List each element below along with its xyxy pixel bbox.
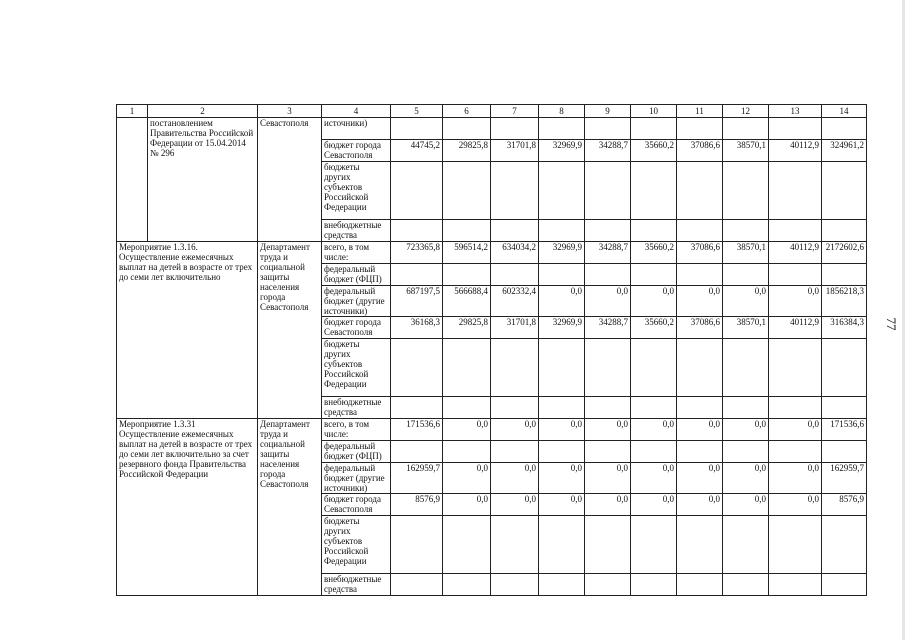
value-cell bbox=[677, 516, 723, 574]
executor-cell: Севастополя bbox=[258, 118, 322, 242]
value-cell bbox=[822, 220, 867, 242]
value-cell: 34288,7 bbox=[585, 140, 631, 162]
value-cell: 162959,7 bbox=[391, 463, 443, 494]
col-header: 14 bbox=[822, 105, 867, 118]
value-cell bbox=[723, 441, 769, 463]
funding-source: бюджет города Севастополя bbox=[322, 494, 391, 516]
value-cell: 37086,6 bbox=[677, 317, 723, 339]
col-header: 12 bbox=[723, 105, 769, 118]
value-cell: 0,0 bbox=[723, 463, 769, 494]
value-cell: 0,0 bbox=[539, 286, 585, 317]
funding-source: внебюджетные средства bbox=[322, 220, 391, 242]
value-cell bbox=[769, 162, 822, 220]
value-cell: 0,0 bbox=[585, 463, 631, 494]
value-cell bbox=[491, 574, 539, 596]
value-cell: 40112,9 bbox=[769, 242, 822, 264]
value-cell bbox=[677, 220, 723, 242]
value-cell: 29825,8 bbox=[443, 317, 491, 339]
value-cell bbox=[677, 118, 723, 140]
value-cell: 0,0 bbox=[443, 419, 491, 441]
value-cell bbox=[822, 162, 867, 220]
value-cell bbox=[585, 397, 631, 419]
value-cell: 0,0 bbox=[677, 419, 723, 441]
header-row bbox=[117, 105, 867, 118]
value-cell bbox=[631, 397, 677, 419]
value-cell bbox=[585, 220, 631, 242]
value-cell: 0,0 bbox=[723, 419, 769, 441]
col-header: 3 bbox=[258, 105, 322, 118]
value-cell: 0,0 bbox=[491, 494, 539, 516]
value-cell bbox=[677, 264, 723, 286]
value-cell bbox=[631, 162, 677, 220]
value-cell bbox=[443, 162, 491, 220]
value-cell: 40112,9 bbox=[769, 317, 822, 339]
value-cell bbox=[391, 339, 443, 397]
value-cell: 37086,6 bbox=[677, 242, 723, 264]
activity-cell bbox=[117, 118, 148, 242]
funding-source: бюджеты других субъектов Российской Федерации bbox=[322, 162, 391, 220]
value-cell: 32969,9 bbox=[539, 140, 585, 162]
value-cell: 0,0 bbox=[769, 494, 822, 516]
funding-source: бюджеты других субъектов Российской Федерации bbox=[322, 516, 391, 574]
value-cell: 32969,9 bbox=[539, 242, 585, 264]
value-cell bbox=[585, 339, 631, 397]
value-cell: 34288,7 bbox=[585, 317, 631, 339]
value-cell bbox=[723, 162, 769, 220]
value-cell bbox=[631, 264, 677, 286]
value-cell bbox=[677, 441, 723, 463]
value-cell bbox=[723, 397, 769, 419]
value-cell bbox=[391, 118, 443, 140]
value-cell: 0,0 bbox=[631, 463, 677, 494]
value-cell bbox=[539, 441, 585, 463]
value-cell: 0,0 bbox=[443, 494, 491, 516]
value-cell bbox=[769, 574, 822, 596]
value-cell: 0,0 bbox=[631, 286, 677, 317]
value-cell bbox=[585, 516, 631, 574]
value-cell bbox=[443, 220, 491, 242]
value-cell: 0,0 bbox=[491, 419, 539, 441]
value-cell: 31701,8 bbox=[491, 140, 539, 162]
col-header: 1 bbox=[117, 105, 148, 118]
table-row bbox=[117, 118, 867, 140]
value-cell: 0,0 bbox=[723, 494, 769, 516]
funding-source: всего, в том числе: bbox=[322, 242, 391, 264]
value-cell bbox=[539, 118, 585, 140]
value-cell: 8576,9 bbox=[391, 494, 443, 516]
value-cell bbox=[443, 516, 491, 574]
value-cell bbox=[443, 574, 491, 596]
value-cell bbox=[822, 516, 867, 574]
funding-source: федеральный бюджет (другие источники) bbox=[322, 463, 391, 494]
budget-table bbox=[116, 104, 867, 596]
value-cell: 0,0 bbox=[585, 494, 631, 516]
value-cell: 2172602,6 bbox=[822, 242, 867, 264]
value-cell bbox=[443, 339, 491, 397]
value-cell bbox=[769, 516, 822, 574]
value-cell bbox=[491, 516, 539, 574]
value-cell bbox=[391, 441, 443, 463]
value-cell bbox=[391, 574, 443, 596]
col-header: 6 bbox=[443, 105, 491, 118]
col-header: 2 bbox=[148, 105, 258, 118]
col-header: 7 bbox=[491, 105, 539, 118]
value-cell bbox=[585, 162, 631, 220]
value-cell bbox=[391, 397, 443, 419]
funding-source: бюджеты других субъектов Российской Федерации bbox=[322, 339, 391, 397]
value-cell bbox=[539, 397, 585, 419]
value-cell: 0,0 bbox=[443, 463, 491, 494]
funding-source: внебюджетные средства bbox=[322, 397, 391, 419]
value-cell: 687197,5 bbox=[391, 286, 443, 317]
value-cell: 0,0 bbox=[677, 494, 723, 516]
value-cell: 32969,9 bbox=[539, 317, 585, 339]
value-cell: 596514,2 bbox=[443, 242, 491, 264]
value-cell bbox=[723, 220, 769, 242]
value-cell: 566688,4 bbox=[443, 286, 491, 317]
col-header: 8 bbox=[539, 105, 585, 118]
value-cell: 44745,2 bbox=[391, 140, 443, 162]
value-cell bbox=[631, 118, 677, 140]
page-number: 77 bbox=[884, 317, 899, 331]
value-cell bbox=[491, 339, 539, 397]
funding-source: источники) bbox=[322, 118, 391, 140]
value-cell bbox=[585, 118, 631, 140]
value-cell bbox=[443, 118, 491, 140]
funding-source: бюджет города Севастополя bbox=[322, 140, 391, 162]
col-header: 9 bbox=[585, 105, 631, 118]
value-cell: 0,0 bbox=[677, 463, 723, 494]
value-cell bbox=[631, 339, 677, 397]
value-cell bbox=[769, 339, 822, 397]
value-cell bbox=[822, 339, 867, 397]
value-cell: 0,0 bbox=[723, 286, 769, 317]
value-cell bbox=[391, 264, 443, 286]
value-cell: 36168,3 bbox=[391, 317, 443, 339]
funding-source: бюджет города Севастополя bbox=[322, 317, 391, 339]
value-cell: 35660,2 bbox=[631, 317, 677, 339]
funding-source: федеральный бюджет (другие источники) bbox=[322, 286, 391, 317]
funding-source: всего, в том числе: bbox=[322, 419, 391, 441]
value-cell: 0,0 bbox=[539, 463, 585, 494]
basis-document: постановлением Правительства Российской Федерации от 15.04.2014 № 296 bbox=[148, 118, 258, 242]
value-cell bbox=[391, 516, 443, 574]
value-cell bbox=[585, 441, 631, 463]
value-cell: 29825,8 bbox=[443, 140, 491, 162]
value-cell bbox=[769, 264, 822, 286]
value-cell bbox=[769, 220, 822, 242]
value-cell: 40112,9 bbox=[769, 140, 822, 162]
col-header: 13 bbox=[769, 105, 822, 118]
value-cell bbox=[539, 264, 585, 286]
value-cell bbox=[391, 162, 443, 220]
value-cell bbox=[769, 441, 822, 463]
value-cell bbox=[443, 264, 491, 286]
value-cell bbox=[822, 441, 867, 463]
value-cell bbox=[822, 118, 867, 140]
value-cell: 35660,2 bbox=[631, 242, 677, 264]
value-cell: 316384,3 bbox=[822, 317, 867, 339]
value-cell: 324961,2 bbox=[822, 140, 867, 162]
value-cell bbox=[491, 264, 539, 286]
col-header: 10 bbox=[631, 105, 677, 118]
value-cell: 37086,6 bbox=[677, 140, 723, 162]
value-cell bbox=[539, 162, 585, 220]
value-cell bbox=[585, 264, 631, 286]
value-cell: 171536,6 bbox=[822, 419, 867, 441]
executor-cell: Департамент труда и социальной защиты населения города Севастополя bbox=[258, 419, 322, 596]
value-cell bbox=[539, 339, 585, 397]
value-cell bbox=[631, 441, 677, 463]
value-cell bbox=[822, 264, 867, 286]
value-cell bbox=[631, 220, 677, 242]
value-cell: 0,0 bbox=[539, 494, 585, 516]
funding-source: внебюджетные средства bbox=[322, 574, 391, 596]
value-cell: 0,0 bbox=[585, 419, 631, 441]
value-cell: 38570,1 bbox=[723, 242, 769, 264]
value-cell bbox=[677, 339, 723, 397]
activity-title: Мероприятие 1.3.31 Осуществление ежемесячных выплат на детей в возрасте от трех до семи лет включительно за счет резервного фонда Правительства Российской Федерации bbox=[117, 419, 258, 596]
table-row bbox=[117, 242, 867, 264]
value-cell bbox=[443, 441, 491, 463]
value-cell: 0,0 bbox=[631, 419, 677, 441]
value-cell: 0,0 bbox=[491, 463, 539, 494]
value-cell: 34288,7 bbox=[585, 242, 631, 264]
value-cell bbox=[677, 397, 723, 419]
value-cell bbox=[769, 397, 822, 419]
value-cell bbox=[491, 397, 539, 419]
value-cell bbox=[769, 118, 822, 140]
value-cell bbox=[585, 574, 631, 596]
value-cell: 602332,4 bbox=[491, 286, 539, 317]
value-cell: 8576,9 bbox=[822, 494, 867, 516]
value-cell: 0,0 bbox=[539, 419, 585, 441]
value-cell: 0,0 bbox=[677, 286, 723, 317]
value-cell: 171536,6 bbox=[391, 419, 443, 441]
value-cell: 0,0 bbox=[769, 463, 822, 494]
table-body bbox=[117, 118, 867, 596]
value-cell bbox=[822, 397, 867, 419]
value-cell: 0,0 bbox=[769, 419, 822, 441]
value-cell: 0,0 bbox=[585, 286, 631, 317]
value-cell bbox=[491, 118, 539, 140]
funding-source: федеральный бюджет (ФЦП) bbox=[322, 264, 391, 286]
value-cell bbox=[491, 441, 539, 463]
value-cell bbox=[539, 574, 585, 596]
value-cell bbox=[723, 574, 769, 596]
value-cell: 162959,7 bbox=[822, 463, 867, 494]
value-cell bbox=[677, 574, 723, 596]
col-header: 5 bbox=[391, 105, 443, 118]
value-cell bbox=[723, 339, 769, 397]
value-cell bbox=[631, 516, 677, 574]
value-cell bbox=[677, 162, 723, 220]
value-cell: 35660,2 bbox=[631, 140, 677, 162]
value-cell: 0,0 bbox=[769, 286, 822, 317]
value-cell bbox=[723, 118, 769, 140]
value-cell: 38570,1 bbox=[723, 317, 769, 339]
value-cell bbox=[443, 397, 491, 419]
value-cell: 38570,1 bbox=[723, 140, 769, 162]
value-cell bbox=[723, 264, 769, 286]
funding-source: федеральный бюджет (ФЦП) bbox=[322, 441, 391, 463]
value-cell: 723365,8 bbox=[391, 242, 443, 264]
value-cell bbox=[822, 574, 867, 596]
value-cell bbox=[391, 220, 443, 242]
value-cell: 634034,2 bbox=[491, 242, 539, 264]
col-header: 4 bbox=[322, 105, 391, 118]
value-cell bbox=[539, 516, 585, 574]
value-cell: 0,0 bbox=[631, 494, 677, 516]
value-cell bbox=[539, 220, 585, 242]
value-cell: 1856218,3 bbox=[822, 286, 867, 317]
executor-cell: Департамент труда и социальной защиты населения города Севастополя bbox=[258, 242, 322, 419]
col-header: 11 bbox=[677, 105, 723, 118]
value-cell bbox=[723, 516, 769, 574]
value-cell bbox=[491, 220, 539, 242]
value-cell bbox=[631, 574, 677, 596]
value-cell bbox=[491, 162, 539, 220]
value-cell: 31701,8 bbox=[491, 317, 539, 339]
table-row bbox=[117, 419, 867, 441]
activity-title: Мероприятие 1.3.16. Осуществление ежемесячных выплат на детей в возрасте от трех до семи лет включительно bbox=[117, 242, 258, 419]
